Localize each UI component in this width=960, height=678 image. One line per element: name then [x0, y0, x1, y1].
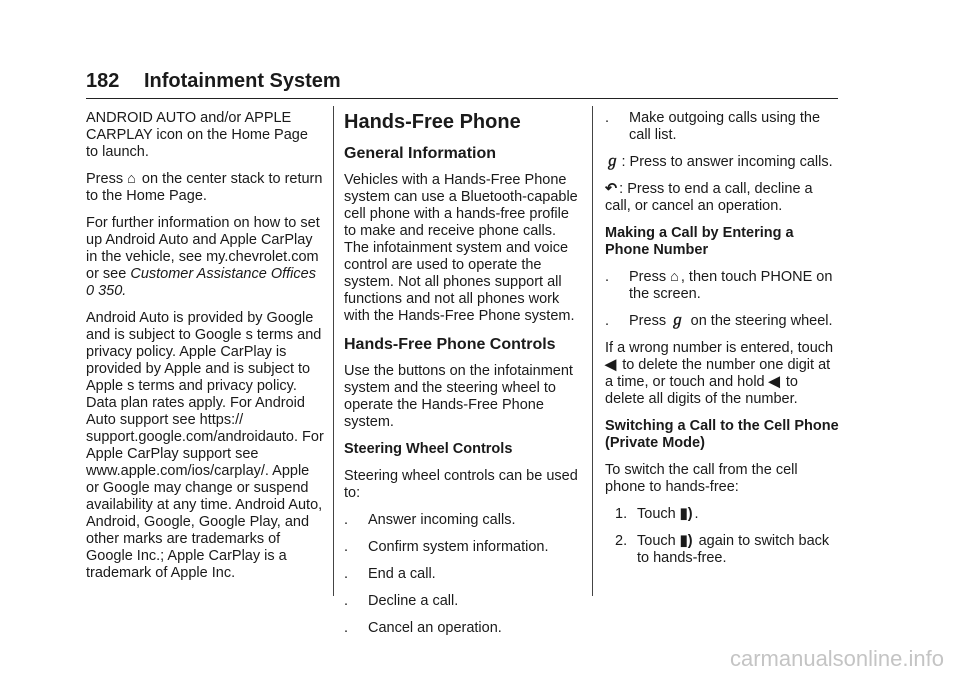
list-item: . End a call.	[344, 566, 436, 582]
paragraph-further-info	[86, 215, 324, 300]
list-item: . Press ⌂ , then touch PHONE on the screen.	[605, 269, 833, 302]
list-item: . Cancel an operation.	[344, 620, 502, 636]
list-item: . Press ℊ on the steering wheel.	[605, 313, 833, 329]
column-divider-2	[592, 106, 593, 596]
heading-phone-controls: Hands-Free Phone Controls	[344, 336, 556, 353]
heading-hands-free-phone: Hands-Free Phone	[344, 111, 521, 133]
column-1	[86, 110, 324, 592]
page-header	[86, 70, 838, 100]
page-reference[interactable]: 0 350.	[86, 283, 127, 299]
backspace-icon: ◀	[605, 357, 617, 373]
end-call-icon: ↶	[605, 181, 618, 197]
heading-steering-wheel-controls: Steering Wheel Controls	[344, 441, 513, 457]
paragraph-steering-intro: Steering wheel controls can be used to:	[344, 468, 578, 501]
link-customer-assistance[interactable]: Customer Assistance Offices	[130, 266, 316, 282]
page-number: 182	[86, 70, 120, 92]
heading-switch-call: Switching a Call to the Cell Phone (Private Mode)	[605, 418, 839, 451]
column-3	[605, 110, 840, 577]
paragraph-answer: ℊ : Press to answer incoming calls.	[605, 154, 833, 170]
list-item: . Confirm system information.	[344, 539, 549, 555]
paragraph-end-call: ↶ : Press to end a call, decline a call, or cancel an operation.	[605, 181, 813, 214]
paragraph-switch: To switch the call from the cell phone to hands-free:	[605, 462, 798, 495]
text-home-return: on the center stack to return to the Home Page.	[86, 171, 323, 204]
list-item: 1. Touch ▮) .	[615, 506, 699, 522]
paragraph-general-info: Vehicles with a Hands-Free Phone system can use a Bluetooth-capable cell phone with a hands-free profile to make and receive phone calls. The infotainment system and voice control are used to operate the system. Not all phones support all functions and not all phones work with the Hands-Free Phone system.	[344, 172, 578, 324]
list-item: . Answer incoming calls.	[344, 512, 516, 528]
paragraph-launch: ANDROID AUTO and/or APPLE CARPLAY icon on the Home Page to launch.	[86, 110, 308, 160]
text-further-info: For further information on how to set up Android Auto and Apple CarPlay in the vehicle, see my.chevrolet.com or see	[86, 215, 320, 282]
column-2	[344, 110, 580, 647]
phone-handset-icon: ▮)	[679, 506, 693, 522]
list-item: . Make outgoing calls using the call list.	[605, 110, 821, 143]
header-rule	[86, 98, 838, 99]
paragraph-trademarks: Android Auto is provided by Google and is subject to Google s terms and privacy policy. Apple CarPlay is provided by Apple and is subject to Apple s terms and privacy policy. Data plan rates apply. For Android Auto support see https:// support.google.com/androidauto. For Apple CarPlay support see www.apple.com/ios/carplay/. Apple or Google may change or suspend availability at any time. Android Auto, Android, Google, Google Play, and other marks are trademarks of Google Inc.; Apple CarPlay is a trademark of Apple Inc.	[86, 310, 324, 581]
home-icon: ⌂	[127, 171, 136, 187]
call-answer-icon: ℊ	[605, 154, 620, 170]
text-press: Press	[86, 171, 124, 187]
watermark: carmanualsonline.info	[729, 646, 944, 671]
paragraph-controls: Use the buttons on the infotainment system and the steering wheel to operate the Hands-Free Phone system.	[344, 363, 573, 430]
list-item: . Decline a call.	[344, 593, 459, 609]
backspace-icon: ◀	[768, 374, 780, 390]
phone-handset-icon: ▮)	[679, 533, 693, 549]
paragraph-home	[86, 171, 324, 205]
call-answer-icon: ℊ	[670, 313, 685, 329]
section-title: Infotainment System	[144, 70, 341, 92]
heading-general-information: General Information	[344, 145, 497, 162]
column-divider-1	[333, 106, 334, 596]
home-icon: ⌂	[670, 269, 679, 285]
list-item: 2. Touch ▮) again to switch back to hands-free.	[615, 533, 830, 566]
paragraph-wrong-number: If a wrong number is entered, touch ◀ to delete the number one digit at a time, or touch and hold ◀ to delete all digits of the number.	[605, 340, 834, 407]
heading-make-call: Making a Call by Entering a Phone Number	[605, 225, 794, 258]
